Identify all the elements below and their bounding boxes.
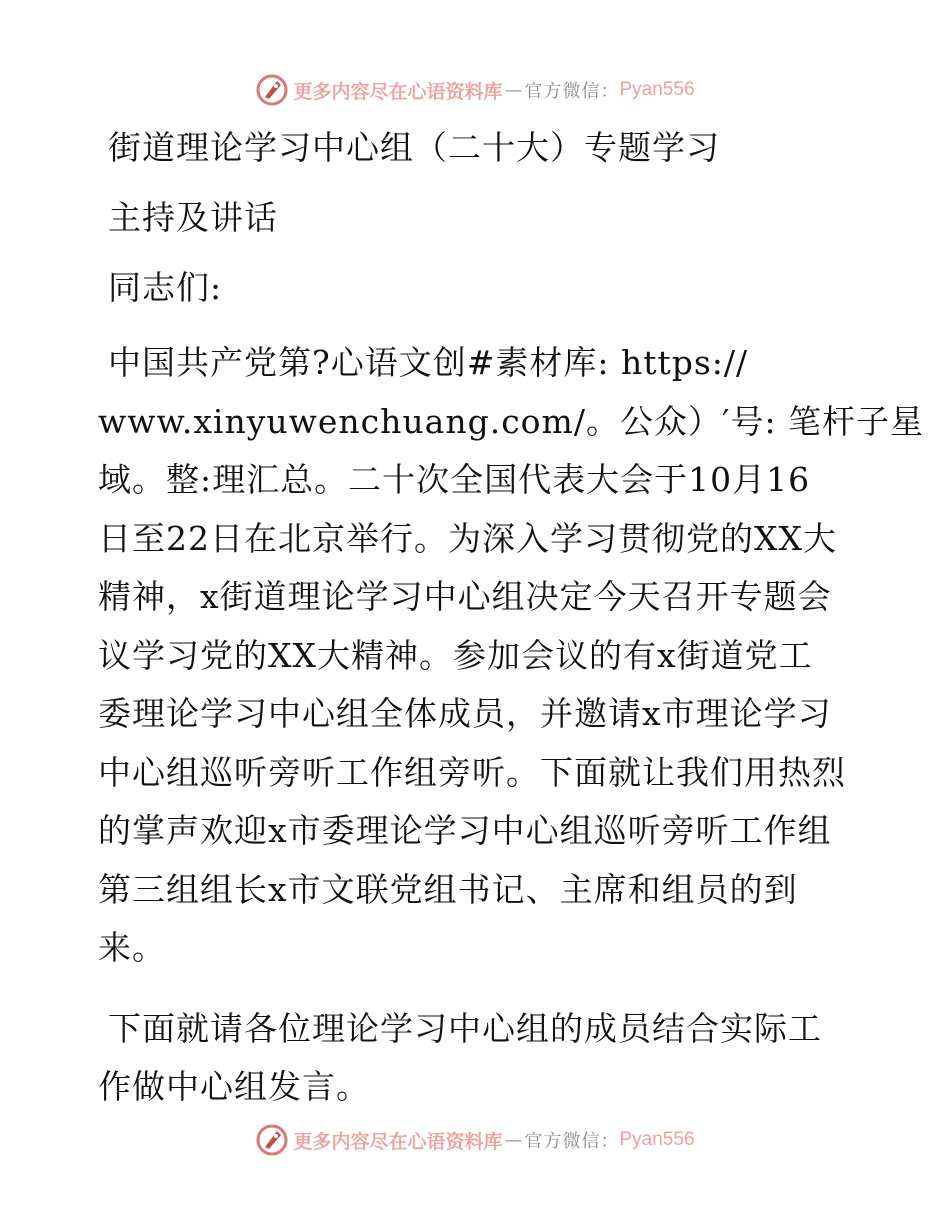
- paragraph-line: 精神，x街道理论学习中心组决定今天召开专题会: [98, 577, 832, 616]
- footer-watermark-banner: [0, 1120, 950, 1160]
- paragraph-line: www.xinyuwenchuang.com/。公众）′号: 笔杆子星: [98, 401, 925, 441]
- banner-dash: —: [504, 79, 523, 101]
- document-title: 街道理论学习中心组（二十大）专题学习: [108, 128, 720, 167]
- wechat-id: Pyan556: [619, 1129, 695, 1150]
- paragraph-closing: [98, 1000, 858, 1117]
- wechat-label: 官方微信：: [524, 1131, 620, 1152]
- promo-text: 更多内容尽在心语资料库: [293, 80, 503, 103]
- paragraph-line: 议学习党的XX大精神。参加会议的有x街道党工: [98, 635, 813, 675]
- paragraph-line: 的掌声欢迎x市委理论学习中心组巡听旁听工作组: [98, 811, 832, 850]
- promo-text: 更多内容尽在心语资料库: [293, 1130, 503, 1153]
- paragraph-opening: [98, 334, 925, 978]
- pen-nib-logo-icon: [255, 73, 289, 107]
- paragraph-line: 委理论学习中心组全体成员，并邀请x市理论学习: [98, 694, 832, 733]
- paragraph-line: 日至22日在北京举行。为深入学习贯彻党的XX大: [98, 518, 837, 558]
- document-subtitle: 主持及讲话: [108, 198, 278, 237]
- paragraph-line: 域。整:理汇总。二十次全国代表大会于10月16: [98, 460, 811, 499]
- paragraph-line: 第三组组长x市文联党组书记、主席和组员的到: [98, 869, 798, 909]
- document-body: [98, 124, 925, 1117]
- greeting: 同志们:: [108, 268, 223, 307]
- banner-dash: —: [504, 1129, 523, 1151]
- pen-nib-logo-icon: [255, 1123, 289, 1157]
- paragraph-line: 中国共产党第?心语文创#素材库: https://: [108, 343, 749, 382]
- paragraph-line: 作做中心组发言。: [98, 1067, 370, 1106]
- wechat-label: 官方微信：: [524, 81, 620, 102]
- header-watermark-banner: [0, 70, 950, 110]
- paragraph-line: 下面就请各位理论学习中心组的成员结合实际工: [108, 1008, 822, 1048]
- paragraph-line: 中心组巡听旁听工作组旁听。下面就让我们用热烈: [98, 752, 846, 792]
- paragraph-line: 来。: [98, 928, 166, 967]
- wechat-id: Pyan556: [619, 79, 695, 100]
